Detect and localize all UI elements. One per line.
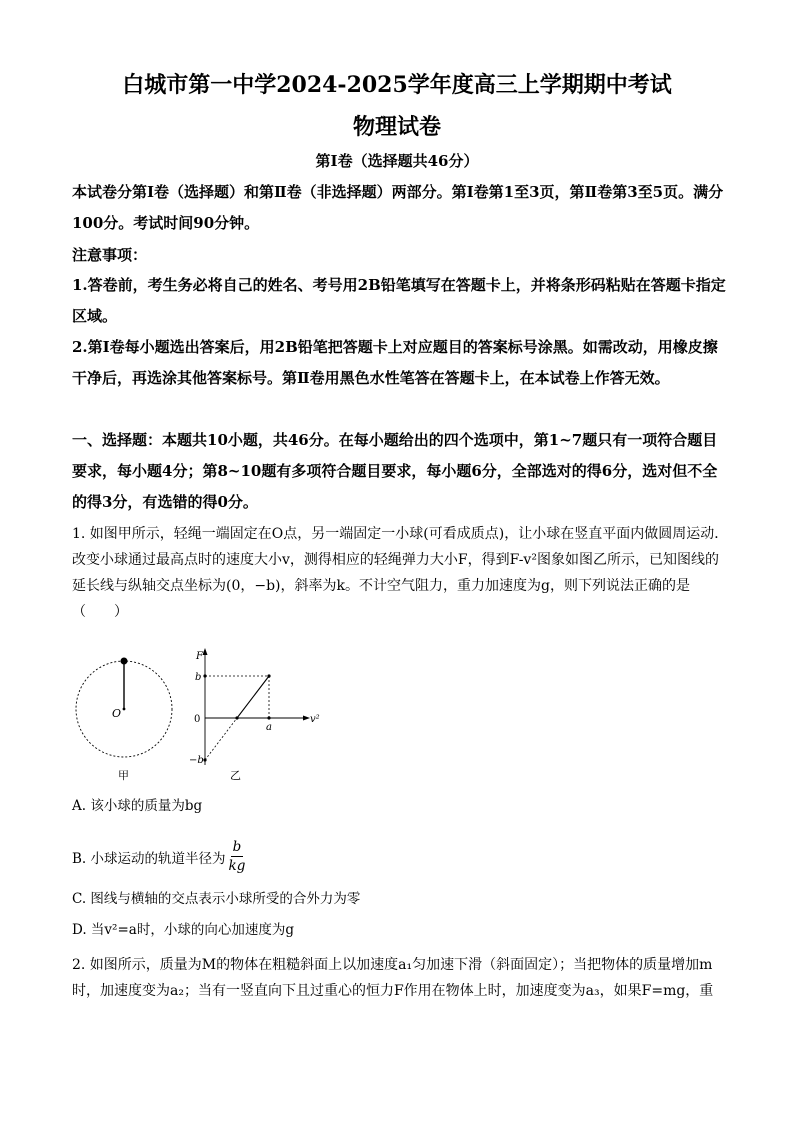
fraction-numerator: b (232, 839, 242, 855)
extension-line (205, 718, 237, 760)
main-title: 白城市第一中学2024-2025学年度高三上学期期中考试 (122, 72, 672, 98)
option-b-text: B. 小球运动的轨道半径为 (72, 850, 226, 867)
ball (121, 658, 128, 665)
option-a: A. 该小球的质量为bg (72, 798, 203, 814)
tick-b-label: b (195, 672, 202, 683)
question-1-figures (72, 645, 352, 785)
option-c: C. 图线与横轴的交点表示小球所受的合外力为零 (72, 891, 361, 907)
figure-jia (76, 658, 172, 783)
x-axis-label: v² (310, 714, 320, 725)
notes-heading: 注意事项： (72, 246, 148, 264)
section-title: 第Ⅰ卷（选择题共46分） (315, 152, 479, 170)
fraction-denominator: kg (228, 858, 246, 874)
tick-a-label: a (266, 722, 272, 733)
y-axis-label: F (196, 651, 203, 662)
point-a (267, 716, 270, 719)
figure-jia-caption: 甲 (118, 769, 129, 782)
figure-yi-caption: 乙 (230, 769, 241, 782)
subject-title: 物理试卷 (352, 114, 441, 140)
y-axis-arrow (203, 648, 208, 655)
note-2: 2.第Ⅰ卷每小题选出答案后，用2B铅笔把答题卡上对应题目的答案标号涂黑。如需改动，用橡皮擦干净后，再选涂其他答案标号。第Ⅱ卷用黑色水性笔答在答题卡上，在本试卷上作答无效。 (72, 338, 718, 387)
figure-yi (189, 648, 320, 782)
x-axis-arrow (303, 716, 310, 721)
origin-label: 0 (194, 714, 201, 725)
question-1-stem: 1. 如图甲所示，轻绳一端固定在O点，另一端固定一小球(可看成质点)，让小球在竖直平面内做圆周运动．改变小球通过最高点时的速度大小v，测得相应的轻绳弹力大小F，得到F-v²图象如图乙所示，已知图线的延长线与纵轴交点坐标为(0，−b)，斜率为k。不计空气阻力，重力加速度为g，则下列说法正确的是（ ） (72, 526, 729, 620)
pivot-label: O (112, 707, 122, 720)
option-b (72, 838, 245, 875)
graph-line (237, 676, 269, 718)
option-b-fraction (229, 838, 246, 875)
pivot-point (123, 708, 126, 711)
point-a-b (267, 674, 270, 677)
section-1-instructions: 一、选择题：本题共10小题，共46分。在每小题给出的四个选项中，第1~7题只有一项符合题目要求，每小题4分；第8~10题有多项符合题目要求，每小题6分，全部选对的得6分，选对但不全的得3分，有选错的得0分。 (72, 431, 718, 511)
point-neg-b (203, 758, 206, 761)
question-2-stem: 2. 如图所示，质量为M的物体在粗糙斜面上以加速度a₁匀加速下滑（斜面固定）；当把物体的质量增加m时，加速度变为a₂；当有一竖直向下且过重心的恒力F作用在物体上时，加速度变为a₃，如果F=mg，重 (72, 957, 714, 999)
point-b (203, 674, 206, 677)
tick-neg-b-label: −b (189, 755, 204, 766)
option-d: D. 当v²=a时，小球的向心加速度为g (72, 922, 294, 938)
note-1: 1.答卷前，考生务必将自己的姓名、考号用2B铅笔填写在答题卡上，并将条形码粘贴在答题卡指定区域。 (72, 276, 726, 325)
exam-intro: 本试卷分第Ⅰ卷（选择题）和第Ⅱ卷（非选择题）两部分。第Ⅰ卷第1至3页，第Ⅱ卷第3至5页。满分100分。考试时间90分钟。 (72, 183, 724, 232)
point-x-intercept (235, 716, 238, 719)
